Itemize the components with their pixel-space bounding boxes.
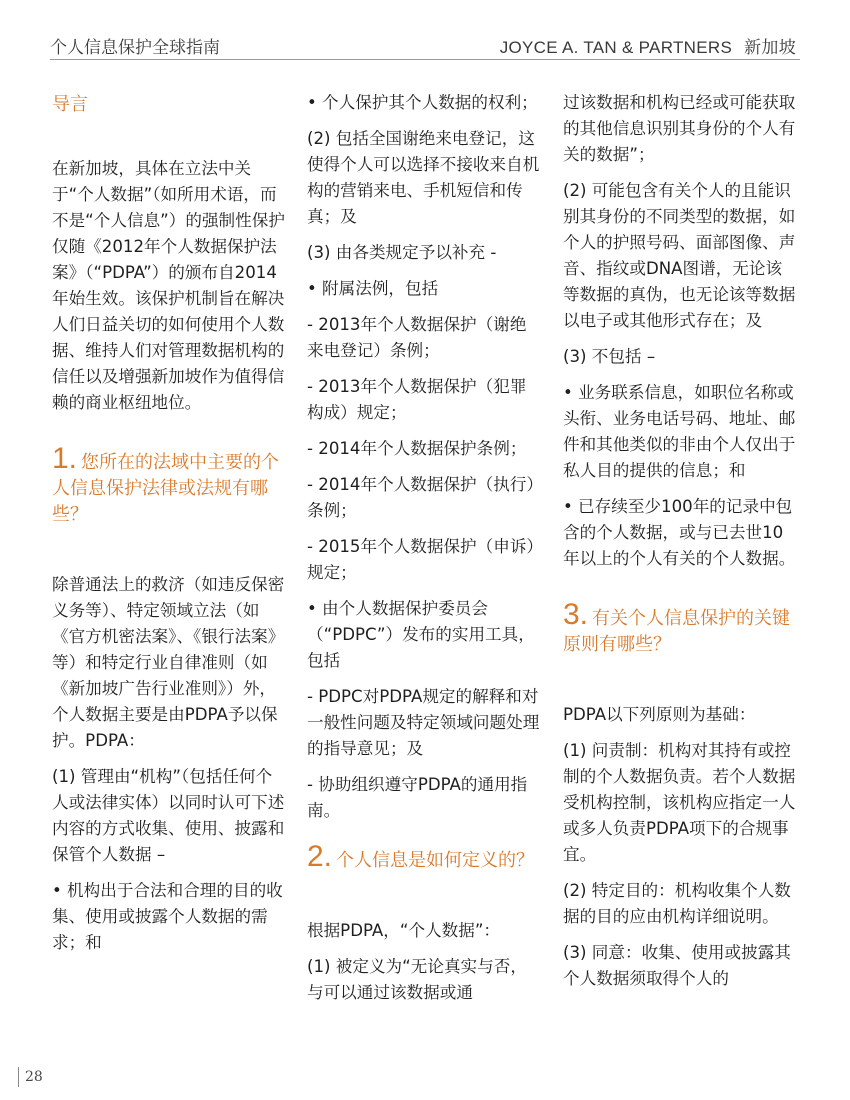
column-3	[563, 90, 798, 1002]
paragraph: (1) 问责制：机构对其持有或控制的个人数据负责。若个人数据受机构控制，该机构应指定一人或多人负责PDPA项下的合规事宜。	[563, 741, 796, 864]
bullet-paragraph: • 个人保护其个人数据的权利；	[307, 93, 538, 112]
list-item: - 2014年个人数据保护（执行）条例；	[307, 475, 535, 520]
list-item: - 2014年个人数据保护条例；	[307, 439, 527, 458]
running-header-title: 个人信息保护全球指南	[50, 38, 220, 58]
list-item: - 协助组织遵守PDPA的通用指南。	[307, 775, 528, 820]
paragraph: (1) 被定义为“无论真实与否，与可以通过该数据或通	[307, 957, 527, 1002]
question-3-number: 3.	[563, 598, 589, 631]
paragraph: 根据PDPA，“个人数据”：	[307, 921, 501, 940]
paragraph: (2) 包括全国谢绝来电登记，这使得个人可以选择不接收来自机构的营销来电、手机短信和传真；及	[307, 129, 540, 226]
paragraph: 过该数据和机构已经或可能获取的其他信息识别其身份的个人有关的数据”；	[563, 93, 796, 164]
column-1	[52, 90, 287, 966]
question-1-number: 1.	[52, 442, 78, 475]
running-header-firm	[500, 33, 796, 58]
header-city: 新加坡	[744, 38, 796, 58]
question-2-heading	[307, 840, 542, 874]
bullet-paragraph: • 已存续至少100年的记录中包含的个人数据，或与已去世10年以上的个人有关的个人数据。	[563, 497, 796, 568]
bullet-paragraph: • 由个人数据保护委员会（“PDPC”）发布的实用工具，包括	[307, 599, 535, 670]
list-item: - 2013年个人数据保护（犯罪构成）规定；	[307, 377, 527, 422]
header-divider	[50, 59, 800, 60]
question-2-text: 个人信息是如何定义的？	[336, 850, 535, 871]
page-number: 28	[18, 1067, 43, 1087]
question-3-text: 有关个人信息保护的关键原则有哪些？	[563, 608, 791, 655]
paragraph: 除普通法上的救济（如违反保密义务等）、特定领域立法（如《官方机密法案》、《银行法案》等）和特定行业自律准则（如《新加坡广告行业准则》）外，个人数据主要是由PDPA予以保护。PDPA：	[52, 575, 285, 750]
bullet-paragraph: • 附属法例，包括	[307, 279, 439, 298]
question-1-heading	[52, 442, 287, 528]
list-item: - 2013年个人数据保护（谢绝来电登记）条例；	[307, 315, 527, 360]
paragraph: (1) 管理由“机构”（包括任何个人或法律实体）以同时认可下述内容的方式收集、使用、披露和保管个人数据 –	[52, 767, 285, 864]
paragraph: (3) 同意：收集、使用或披露其个人数据须取得个人的	[563, 943, 791, 988]
column-2	[307, 90, 542, 1016]
bullet-paragraph: • 机构出于合法和合理的目的收集、使用或披露个人数据的需求；和	[52, 881, 283, 952]
paragraph: (2) 可能包含有关个人的且能识别其身份的不同类型的数据，如个人的护照号码、面部图像、声音、指纹或DNA图谱，无论该等数据的真伪，也无论该等数据以电子或其他形式存在；及	[563, 181, 796, 330]
list-item: - 2015年个人数据保护（申诉）规定；	[307, 537, 535, 582]
intro-paragraph: 在新加坡，具体在立法中关于“个人数据”（如所用术语，而不是“个人信息”）的强制性保护仅随《2012年个人数据保护法案》（“PDPA”）的颁布自2014年始生效。该保护机制旨在解决人们日益关切的如何使用个人数据、维持人们对管理数据机构的信任以及增强新加坡作为值得信赖的商业枢纽地位。	[52, 159, 285, 412]
paragraph: (2) 特定目的：机构收集个人数据的目的应由机构详细说明。	[563, 881, 791, 926]
firm-name: JOYCE A. TAN & PARTNERS	[499, 38, 733, 57]
paragraph: (3) 不包括 –	[563, 347, 656, 366]
bullet-paragraph: • 业务联系信息，如职位名称或头衔、业务电话号码、地址、邮件和其他类似的非由个人仅出于私人目的提供的信息；和	[563, 383, 796, 480]
question-1-text: 您所在的法域中主要的个人信息保护法律或法规有哪些？	[52, 452, 280, 525]
question-2-number: 2.	[307, 840, 333, 873]
question-3-heading	[563, 598, 798, 658]
intro-heading: 导言	[52, 94, 88, 115]
paragraph: (3) 由各类规定予以补充 -	[307, 243, 497, 262]
list-item: - PDPC对PDPA规定的解释和对一般性问题及特定领域问题处理的指导意见；及	[307, 687, 540, 758]
paragraph: PDPA以下列原则为基础：	[563, 705, 756, 724]
